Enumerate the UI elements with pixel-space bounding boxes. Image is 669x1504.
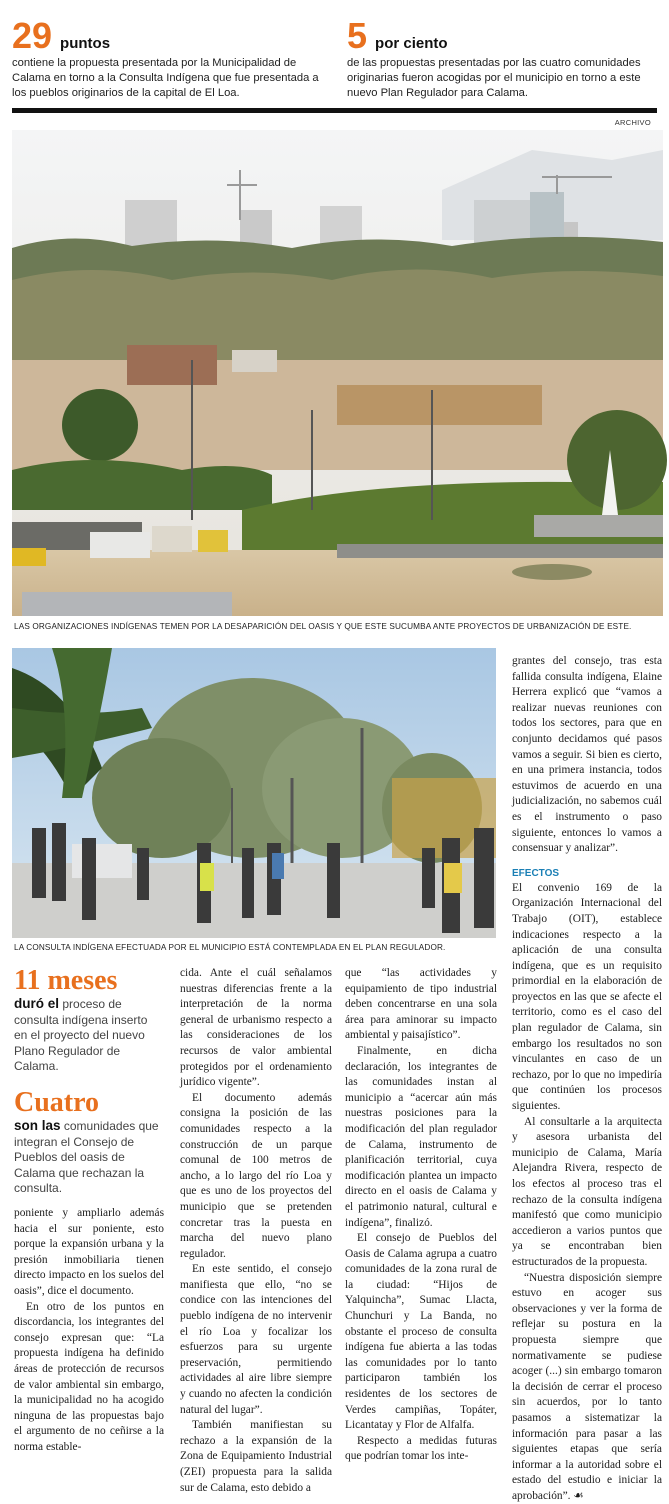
paragraph: El consejo de Pueblos del Oasis de Calama agrupa a cuatro comunidades de la zona rural de la ciudad: “Hijos de Yalquincha”, Sumac Llacta, Chunchuri y La Banda, no obstante el proceso de consulta indígena fue abierta a las todas las comunidades por lo tanto participaron también los residentes de los sectores de Verdes campiñas, Topáter, Licantatay y Flor de Alfalfa. xyxy=(345,1232,497,1432)
factoid-lead: son las xyxy=(14,1118,61,1133)
article-col-right xyxy=(512,654,662,1504)
street-scene-illustration xyxy=(12,648,496,938)
factoid-body: proceso de consulta indígena inserto en el proyecto del nuevo Plano Regulador de Calama. xyxy=(14,997,148,1073)
article-col-2 xyxy=(180,966,332,1496)
factoid-lead: duró el xyxy=(14,996,60,1011)
photo-caption-middle: LA CONSULTA INDÍGENA EFECTUADA POR EL MUNICIPIO ESTÁ CONTEMPLADA EN EL PLAN REGULADOR. xyxy=(14,943,446,952)
article-col-1 xyxy=(14,1206,164,1456)
consulta-street-photo xyxy=(12,648,496,938)
paragraph: Al consultarle a la arquitecta y asesora urbanista del municipio de Calama, María Alejandra Rivera, respecto de los efectos al proceso tras el rechazo de la consulta indígena manifestó que como municipio accedieron a varios puntos que ya se encontraban bien estructurados de la propuesta. xyxy=(512,1115,662,1268)
factoid-meses-number: 11 meses xyxy=(14,965,118,996)
photo-caption-top: LAS ORGANIZACIONES INDÍGENAS TEMEN POR LA DESAPARICIÓN DEL OASIS Y QUE ESTE SUCUMBA ANTE PROYECTOS DE URBANIZACIÓN DE ESTE. xyxy=(14,622,632,631)
paragraph: El documento además consigna la posición de las comunidades respecto a la construcción de un parque comunal de 100 metros de ancho, a lo largo del río Loa y que es uno de los proyectos del municipio que se pretenden concretar tras la puesta en marcha del nuevo plano regulador. xyxy=(180,1091,332,1260)
section-heading-efectos: EFECTOS xyxy=(512,867,560,879)
oasis-panorama-illustration xyxy=(12,130,663,616)
factoid-cuatro-text xyxy=(14,1118,164,1197)
stat-right-text: de las propuestas presentadas por las cuatro comunidades originarias fueron acogidas por el municipio en torno a este nuevo Plan Regulador para Calama. xyxy=(347,57,641,99)
stat-right-number: 5 xyxy=(347,15,368,56)
photo-credit: ARCHIVO xyxy=(614,118,651,127)
stat-right-word: por ciento xyxy=(375,35,448,52)
paragraph: En otro de los puntos en discordancia, los integrantes del consejo expresan que: “La propuesta indígena ha definido áreas de protección de recursos de valor ambiental sin embargo, la municipalidad no ha acogido ninguna de las propuestas bajo el argumento de no ceñirse a la norma estable- xyxy=(14,1300,164,1453)
stat-left-text: contiene la propuesta presentada por la Municipalidad de Calama en torno a la Consulta Indígena que fue presentada a los pueblos originarios de la capital de El Loa. xyxy=(12,57,319,99)
paragraph: poniente y ampliarlo además hacia el sur poniente, esto porque la expansión urbana y la presión inmobiliaria tienen directo impacto en los suelos del oasis”, dice el documento. xyxy=(14,1207,164,1297)
stat-left xyxy=(12,15,330,101)
factoid-meses-text xyxy=(14,996,164,1075)
article-col-3 xyxy=(345,966,497,1465)
paragraph: En este sentido, el consejo manifiesta que ello, “no se condice con las intenciones del pueblo indígena de no intervenir el río Loa y focalizar los esfuerzos para su urgente preservación, permitiendo actividades al aire libre siempre y cuando no afecten la condición natural del lugar”. xyxy=(180,1263,332,1416)
paragraph: cida. Ante el cuál señalamos nuestras diferencias frente a la interpretación de la norma general de urbanismo respecto a las consideraciones de los recursos de valor ambiental protegidos por el ordenamiento jurídico vigente”. xyxy=(180,967,332,1089)
stat-right xyxy=(347,15,655,101)
paragraph: “Nuestra disposición siempre estuvo en acoger sus observaciones y ver la forma de reflejar su postura en la propuesta siempre que normativamente se pudiese acoger (...) sin embargo tomaron la decisión de cerrar el proceso sin acuerdos, por lo tanto pasamos a sistematizar la información para pasar a las siguientes etapas que sería informar a la autoridad sobre el estado del estudio e iniciar la aprobación”. ☙ xyxy=(512,1271,662,1502)
stat-left-word: puntos xyxy=(60,35,111,52)
paragraph: El convenio 169 de la Organización Internacional del Trabajo (OIT), establece indicaciones respecto a la aplicación de una consulta indígena, que es un requisito primordial en la elaboración de proyectos en las que se afecte el territorio, como es el caso del plan regulador de Calama, sin embargo los resultados no son vinculantes en caso de un rechazo, por lo que no impediría que continúen los procesos siguientes. xyxy=(512,881,662,1113)
paragraph: que “las actividades y equipamiento de tipo industrial deben concentrarse en una sola área para aminorar su impacto ambiental y paisajístico”. xyxy=(345,967,497,1042)
paragraph: Respecto a medidas futuras que podrían tomar los inte- xyxy=(345,1434,497,1463)
paragraph: Finalmente, en dicha declaración, los integrantes de las comunidades instan al municipio a “acercar aún más nuestras posiciones para la modificación del plan regulador de Calama, instrumento de planificación territorial, cuya modificación plantea un impacto directo en el oasis de Calama y el patrimonio natural, cultural e indígena”, finalizó. xyxy=(345,1044,497,1229)
paragraph: También manifiestan su rechazo a la expansión de la Zona de Equipamiento Industrial (ZEI) propuesta para la salida sur de Calama, esto debido a xyxy=(180,1419,332,1494)
factoid-body: comunidades que integran el Consejo de Pueblos del oasis de Calama que rechazan la consulta. xyxy=(14,1119,159,1195)
factoid-cuatro-number: Cuatro xyxy=(14,1087,100,1118)
factoid-meses xyxy=(14,966,164,1075)
oasis-panorama-photo xyxy=(12,130,663,616)
factoid-cuatro xyxy=(14,1088,164,1197)
stat-left-number: 29 xyxy=(12,15,53,56)
section-rule xyxy=(12,108,657,113)
paragraph: grantes del consejo, tras esta fallida consulta indígena, Elaine Herrera explicó que “vamos a realizar nuevas reuniones con todos los sectores, para que en conjunto decidamos qué pasos vamos a seguir. Si bien es cierto, en una primera instancia, todos estuvimos de acuerdo en una judicialización, no sabemos cuál es el instrumento o paso siguiente, entonces lo vamos a consensuar y analizar”. xyxy=(512,655,662,855)
